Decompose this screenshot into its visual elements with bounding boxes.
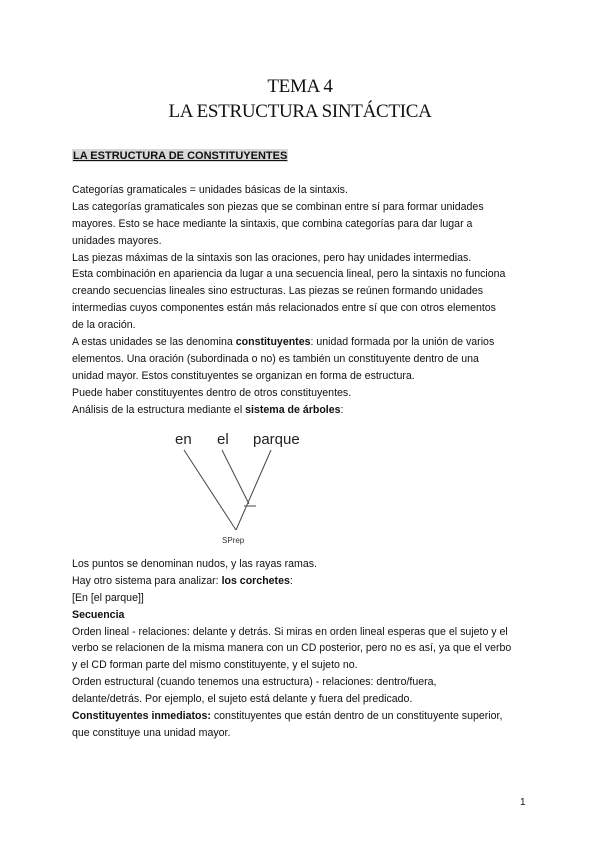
page-title-line-2: LA ESTRUCTURA SINTÁCTICA (168, 101, 432, 122)
subheading-secuencia (72, 607, 534, 624)
bold-term-constituyentes-inmediatos: Constituyentes inmediatos: (72, 710, 211, 723)
page-number: 1 (520, 797, 526, 808)
text-span: : (340, 403, 344, 416)
text-line: elementos. Una oración (subordinada o no) es también un constituyente dentro de una (72, 352, 479, 365)
text-line: Orden estructural (cuando tenemos una estructura) - relaciones: dentro/fuera, (72, 676, 437, 689)
text-line: verbo se relacionen de la misma manera con un CD posterior, pero no es así, ya que el verbo (72, 642, 512, 655)
text-line: unidad mayor. Estos constituyentes se organizan en forma de estructura. (72, 369, 415, 382)
paragraph-block-1 (72, 182, 534, 418)
paragraph-block-2 (72, 556, 534, 742)
bold-term-constituyentes: constituyentes (235, 336, 311, 349)
text-line: unidades mayores. (72, 234, 162, 247)
text-line: mayores. Esto se hace mediante la sintaxis, que combina categorías para dar lugar a (72, 217, 473, 230)
text-line-inmediatos (72, 708, 534, 725)
tree-branch-el (222, 450, 249, 504)
text-span: Hay otro sistema para analizar: (72, 574, 222, 587)
text-span: constituyentes que están dentro de un constituyente superior, (210, 710, 503, 723)
text-line-constituyentes (72, 334, 534, 351)
text-line: que constituye una unidad mayor. (72, 726, 231, 739)
syntax-tree-diagram (165, 428, 365, 553)
text-line: Categorías gramaticales = unidades básicas de la sintaxis. (72, 184, 348, 196)
tree-word-en: en (175, 431, 192, 448)
bracket-example: [En [el parque]] (72, 591, 144, 604)
tree-word-el: el (217, 431, 229, 448)
text-span: : unidad formada por la unión de varios (310, 336, 495, 349)
tree-node-label: SPrep (222, 536, 245, 545)
bold-term-sistema-arboles: sistema de árboles (245, 403, 341, 416)
text-line: Orden lineal - relaciones: delante y detrás. Si miras en orden lineal esperas que el sujeto y el (72, 625, 508, 638)
text-line: Las categorías gramaticales son piezas que se combinan entre sí para formar unidades (72, 200, 484, 213)
text-span: : (289, 574, 293, 587)
text-line: Las piezas máximas de la sintaxis son las oraciones, pero hay unidades intermedias. (72, 251, 472, 264)
text-line: Los puntos se denominan nudos, y las rayas ramas. (72, 558, 317, 570)
text-line: delante/detrás. Por ejemplo, el sujeto está delante y fuera del predicado. (72, 693, 413, 706)
text-line-corchetes (72, 573, 534, 590)
text-line: y el CD forman parte del mismo constituyente, y el sujeto no. (72, 659, 358, 672)
text-span: A estas unidades se las denomina (72, 336, 236, 349)
text-line: de la oración. (72, 319, 136, 332)
text-span: Análisis de la estructura mediante el (72, 403, 246, 416)
text-line: Puede haber constituyentes dentro de otros constituyentes. (72, 386, 352, 399)
bold-term-secuencia: Secuencia (72, 608, 125, 621)
text-line: intermedias cuyos componentes están más relacionados entre sí que con otros elementos (72, 302, 496, 315)
tree-branch-parque (236, 450, 271, 530)
text-line-arboles (72, 402, 534, 419)
text-line: Esta combinación en apariencia da lugar a una secuencia lineal, pero la sintaxis no funciona (72, 268, 506, 281)
text-line: creando secuencias lineales sino estructuras. Las piezas se reúnen formando unidades (72, 285, 484, 298)
page-title-line-1: TEMA 4 (267, 76, 333, 97)
bold-term-corchetes: los corchetes (221, 574, 290, 587)
tree-word-parque: parque (253, 431, 300, 448)
section-heading: LA ESTRUCTURA DE CONSTITUYENTES (73, 150, 288, 162)
